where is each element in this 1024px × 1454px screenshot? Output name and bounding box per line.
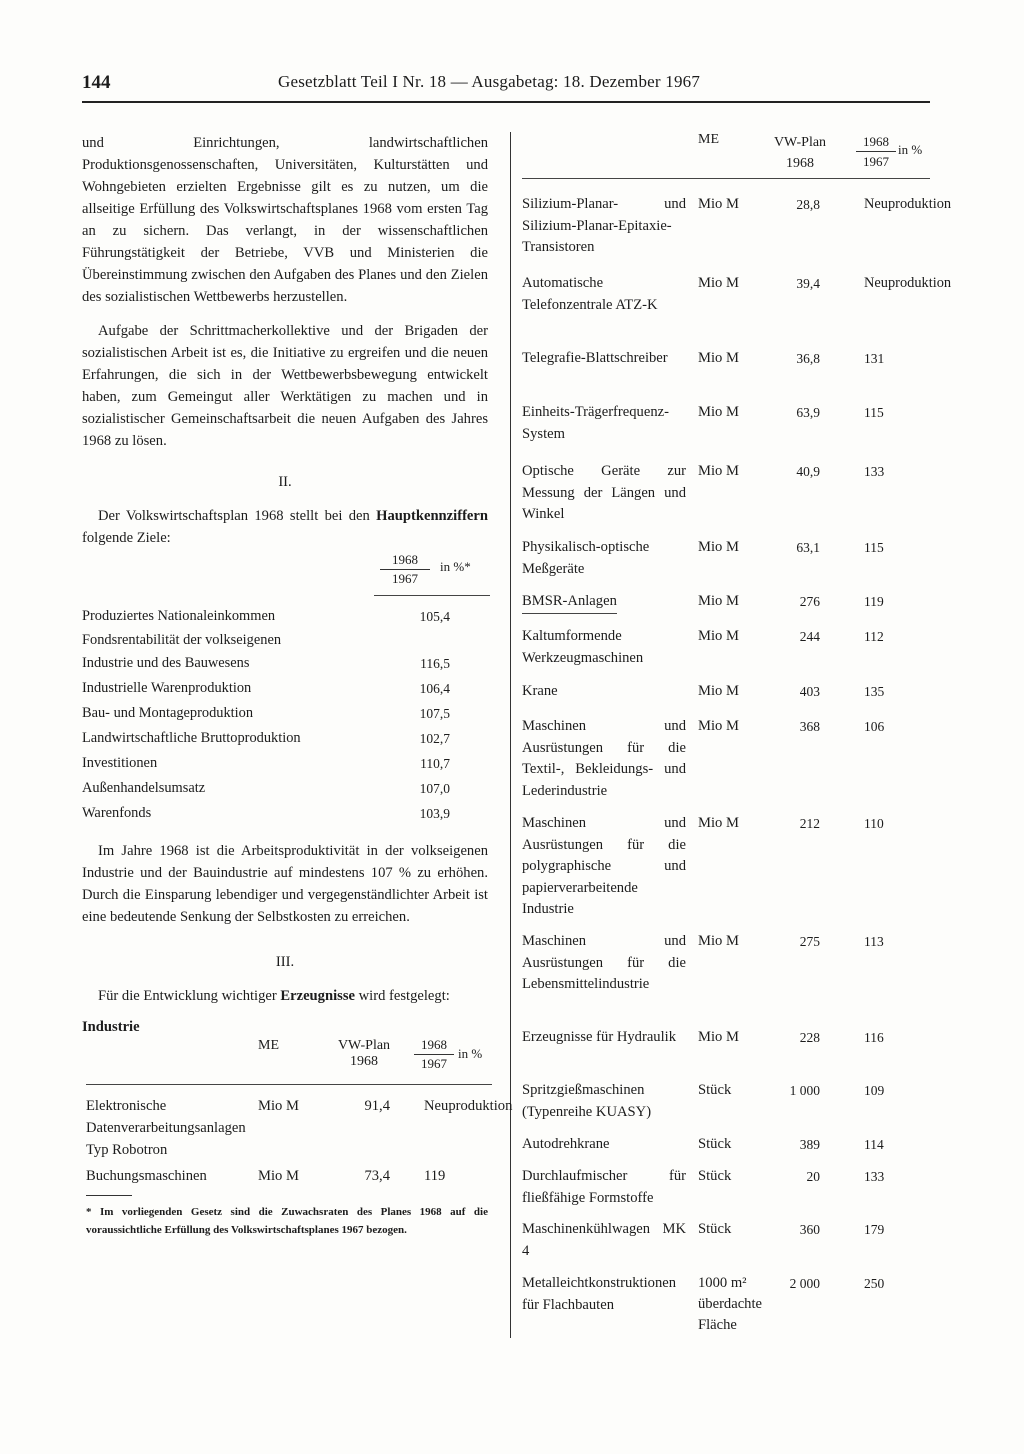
column-divider <box>510 132 511 1338</box>
left-column <box>82 132 513 1239</box>
table-row: Produziertes Nationaleinkommen 105,4 <box>82 608 450 624</box>
percent-header: in %* <box>440 559 471 574</box>
paragraph-2: Aufgabe der Schrittmacherkollektive und der Brigaden der sozialistischen Arbeit ist es, die Initiative zu ergreifen und die neuen Erfahrungen, die sich in der Wettbewerbsbewegung entwickelt haben, zum Gemeingut aller Werktätigen zu machen und in sozialistischer Gemeinschaftsarbeit die neuen Aufgaben des Jahres 1968 zu lösen. <box>82 323 488 449</box>
me-header: ME <box>698 132 719 147</box>
table-row: Bau- und Montageproduktion 107,5 <box>82 705 450 721</box>
percent-header: in % <box>898 142 923 157</box>
plan-header: VW-Plan 1968 <box>773 135 827 171</box>
industrie-heading: Industrie <box>82 1019 140 1035</box>
kennziffern-table-header <box>82 551 488 593</box>
running-title: Gesetzblatt Teil I Nr. 18 — Ausgabetag: 18. Dezember 1967 <box>278 72 701 91</box>
paragraph-3: Der Volkswirtschaftsplan 1968 stellt bei den Hauptkennziffern folgende Ziele: <box>82 508 488 546</box>
section-heading-2: II. <box>278 474 292 490</box>
page-number: 144 <box>82 72 111 93</box>
table-row: Außenhandelsumsatz 107,0 <box>82 780 450 796</box>
keyword-erzeugnisse: Erzeugnisse <box>280 988 355 1004</box>
footnote: * Im vorliegenden Gesetz sind die Zuwachsraten des Planes 1968 auf die voraussichtliche Erfüllung des Volkswirtschaftsplanes 1967 bezogen. <box>86 1206 488 1236</box>
erzeugnisse-table-header <box>82 1032 488 1078</box>
ratio-header: $\frac{1968}{1967}$ <box>380 551 430 588</box>
table-row: Warenfonds 103,9 <box>82 805 450 821</box>
table-row: Investitionen 110,7 <box>82 755 450 771</box>
header-rule <box>82 101 930 103</box>
ratio-header: 1968 1967 <box>414 1036 454 1073</box>
footnote-rule <box>86 1195 132 1196</box>
table-rule <box>374 595 490 596</box>
keyword-hauptkennziffern: Hauptkennziffern <box>376 508 488 524</box>
erzeugnisse-table-header-continued <box>522 132 930 174</box>
paragraph-4: Im Jahre 1968 ist die Arbeitsproduktivität in der volkseigenen Industrie und der Bauindustrie auf mindestens 107 % zu erhöhen. Durch die Einsparung lebendiger und vergegenständlichter Arbeit ist eine bedeutende Senkung der Selbstkosten zu erreichen. <box>82 843 488 925</box>
table-row: Elektronische Datenverarbeitungsanlagen Typ Robotron Mio M 91,4 Neuproduktion <box>86 1098 513 1158</box>
paragraph-5: Für die Entwicklung wichtiger Erzeugnisse wird festgelegt: <box>98 988 450 1004</box>
right-column: ME VW-Plan 1968 1968 1967 in % Silizium-Planar- und Silizium-Planar-Epitaxie-Transistoren Mio M 28,8 Neuproduktion Automatische Telefonzentrale ATZ-K Mio M 39,4 Neuproduktion Telegrafie-Blattschreiber Mio M 36,8 131 Einheits-Trägerfrequenz-System Mio M 63,9 115 Optische Geräte zur Messung der Längen und Winkel Mio M 40,9 133 Physikalisch-optische Meßgeräte Mio M 63,1 115 BMSR-Anlagen Mio M 276 119 Kaltumformende Werkzeugmaschinen Mio M 244 112 Krane Mio M 403 135 Maschinen und Ausrüstungen für die Textil-, Bekleidungs- und Lederindustrie Mio M 368 106 Maschinen und Ausrüstungen für die polygraphische und papierverarbeitende Industrie Mio M 212 110 Maschinen und Ausrüstungen für die Lebensmittelindustrie Mio M 275 113 Erzeugnisse für Hydraulik Mio M 228 116 Spritzgießmaschinen (Typenreihe KUASY) Stück 1 000 109 Autodrehkrane Stück 389 114 Durchlaufmischer für fließfähige Formstoffe Stück 20 133 Maschinenkühlwagen MK 4 Stück 360 179 Metalleichtkonstruktionen für Flachbauten 1000 m² überdachte Fläche 2 000 250 <box>522 132 952 1333</box>
table-rule <box>522 178 930 179</box>
percent-header: in % <box>458 1046 483 1061</box>
table-row: Industrielle Warenproduktion 106,4 <box>82 680 450 696</box>
section-heading-3: III. <box>275 954 295 970</box>
table-rule <box>86 1084 492 1085</box>
table-row: Buchungsmaschinen Mio M 73,4 119 <box>86 1168 446 1184</box>
table-row: Fondsrentabilität der volkseigenen <box>82 632 282 648</box>
me-header: ME <box>258 1038 279 1053</box>
page-header <box>82 72 930 102</box>
table-row: Industrie und des Bauwesens 116,5 <box>82 655 450 671</box>
kennziffern-table <box>82 604 488 826</box>
table-row: Landwirtschaftliche Bruttoproduktion 102,7 <box>82 730 450 746</box>
plan-header: VW-Plan 1968 <box>337 1038 391 1069</box>
paragraph-1: und Einrichtungen, landwirtschaftlichen Produktionsgenossenschaften, Universitäten, Kulturstätten und Wohngebieten erzielten Ergebnisse gilt es zu nutzen, um die allseitige Erfüllung des Volkswirtschaftsplanes 1968 vom ersten Tag an zu sichern. Das verlangt, in der wissenschaftlichen Führungstätigkeit der Betriebe, VVB und Ministerien die Übereinstimmung zwischen den Aufgaben des Planes und den Zielen des sozialistischen Wettbewerbs herzustellen. <box>82 135 488 305</box>
ratio-header: 1968 1967 <box>856 132 896 171</box>
